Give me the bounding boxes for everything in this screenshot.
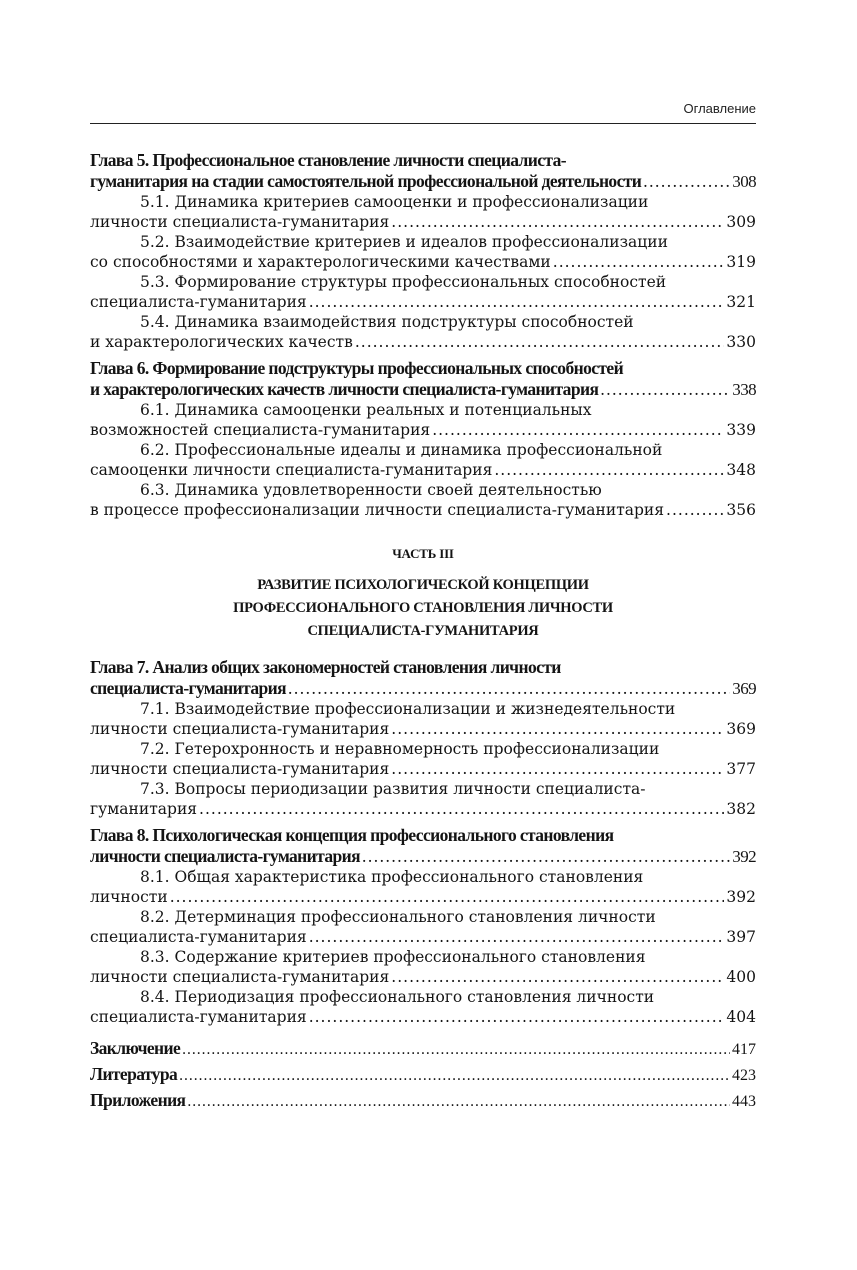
page-number: 330 xyxy=(726,333,756,351)
page-number: 308 xyxy=(732,172,756,191)
section-title-text: специалиста-гуманитария xyxy=(90,1008,307,1026)
chapter-title-line: Глава 7. Анализ общих закономерностей становления личности xyxy=(90,657,561,677)
leader-dots xyxy=(170,887,725,907)
page-number: 400 xyxy=(726,968,756,986)
part-title-line: СПЕЦИАЛИСТА-ГУМАНИТАРИЯ xyxy=(307,623,539,639)
chapter-title-line xyxy=(90,678,756,699)
section-title-text: в процессе профессионализации личности специалиста-гуманитария xyxy=(90,501,665,519)
running-head: Оглавление xyxy=(683,101,756,116)
section-8-2 xyxy=(90,907,756,947)
section-7-2 xyxy=(90,739,756,779)
chapter-title-text: гуманитария на стадии самостоятельной профессиональной деятельности xyxy=(90,171,642,191)
section-title-text: специалиста-гуманитария xyxy=(90,928,307,946)
section-title-line xyxy=(90,292,756,312)
section-title: 6.1. Динамика самооценки реальных и потенциальных xyxy=(140,401,592,419)
table-of-contents xyxy=(90,150,756,1113)
section-title-text: со способностями и характерологическими качествами xyxy=(90,253,551,271)
section-5-3 xyxy=(90,272,756,312)
section-title-line xyxy=(90,887,756,907)
section-title-text: и характерологических качеств xyxy=(90,333,353,351)
page-number: 319 xyxy=(726,253,756,271)
chapter-title-line xyxy=(90,171,756,192)
section-title: 5.2. Взаимодействие критериев и идеалов профессионализации xyxy=(140,233,668,251)
leader-dots xyxy=(355,332,725,352)
section-title-text: возможностей специалиста-гуманитария xyxy=(90,421,431,439)
section-7-3 xyxy=(90,779,756,819)
page-number: 377 xyxy=(726,760,756,778)
section-title-line xyxy=(90,212,756,232)
section-title: 7.3. Вопросы периодизации развития личности специалиста- xyxy=(140,780,646,798)
section-title-text: личности xyxy=(90,888,168,906)
page-number: 417 xyxy=(732,1041,756,1058)
leader-dots xyxy=(494,460,724,480)
section-5-2 xyxy=(90,232,756,272)
chapter-title-line: Глава 5. Профессиональное становление личности специалиста- xyxy=(90,150,566,170)
section-5-1 xyxy=(90,192,756,232)
page-number: 397 xyxy=(726,928,756,946)
conclusion-entry xyxy=(90,1035,756,1061)
part-3-heading xyxy=(90,546,756,643)
section-title: 5.4. Динамика взаимодействия подструктуры способностей xyxy=(140,313,634,331)
section-title: 6.3. Динамика удовлетворенности своей деятельностью xyxy=(140,481,602,499)
section-title-line xyxy=(90,759,756,779)
chapter-title-text: специалиста-гуманитария xyxy=(90,678,286,698)
section-title-text: личности специалиста-гуманитария xyxy=(90,213,390,231)
entry-title: Литература xyxy=(90,1064,178,1084)
page-number: 443 xyxy=(732,1093,756,1110)
section-title-line xyxy=(90,420,756,440)
leader-dots xyxy=(309,1007,725,1027)
section-title: 6.2. Профессиональные идеалы и динамика профессиональной xyxy=(140,441,663,459)
section-title: 5.3. Формирование структуры профессиональных способностей xyxy=(140,273,667,291)
section-title: 7.1. Взаимодействие профессионализации и жизнедеятельности xyxy=(140,700,676,718)
page-number: 338 xyxy=(732,380,756,399)
chapter-title-line: Глава 6. Формирование подструктуры профессиональных способностей xyxy=(90,358,624,378)
section-title: 7.2. Гетерохронность и неравномерность профессионализации xyxy=(140,740,660,758)
page-number: 339 xyxy=(726,421,756,439)
leader-dots xyxy=(666,500,724,520)
leader-dots xyxy=(179,1063,730,1089)
leader-dots xyxy=(391,759,724,779)
part-title-line: РАЗВИТИЕ ПСИХОЛОГИЧЕСКОЙ КОНЦЕПЦИИ xyxy=(257,577,589,593)
section-6-2 xyxy=(90,440,756,480)
chapter-title-line xyxy=(90,379,756,400)
section-8-1 xyxy=(90,867,756,907)
section-6-3 xyxy=(90,480,756,520)
section-title-line xyxy=(90,252,756,272)
section-title-text: специалиста-гуманитария xyxy=(90,293,307,311)
page-number: 392 xyxy=(726,888,756,906)
leader-dots xyxy=(288,678,730,699)
section-title: 8.1. Общая характеристика профессионального становления xyxy=(140,868,644,886)
leader-dots xyxy=(553,252,725,272)
chapter-title-line: Глава 8. Психологическая концепция профессионального становления xyxy=(90,825,614,845)
header-rule xyxy=(90,123,756,124)
part-label: ЧАСТЬ III xyxy=(392,546,454,561)
section-title-text: личности специалиста-гуманитария xyxy=(90,760,390,778)
page-number: 404 xyxy=(726,1008,756,1026)
section-6-1 xyxy=(90,400,756,440)
literature-entry xyxy=(90,1061,756,1087)
entry-title: Приложения xyxy=(90,1090,186,1110)
page-number: 309 xyxy=(726,213,756,231)
leader-dots xyxy=(309,292,725,312)
leader-dots xyxy=(199,799,724,819)
appendices-entry xyxy=(90,1087,756,1113)
page-number: 369 xyxy=(726,720,756,738)
section-title-line xyxy=(90,460,756,480)
page-number: 321 xyxy=(726,293,756,311)
section-title: 8.4. Периодизация профессионального становления личности xyxy=(140,988,655,1006)
page-number: 392 xyxy=(732,847,756,866)
leader-dots xyxy=(391,719,724,739)
section-title: 8.2. Детерминация профессионального становления личности xyxy=(140,908,656,926)
chapter-6-entry xyxy=(90,358,756,400)
chapter-5-entry xyxy=(90,150,756,192)
entry-title: Заключение xyxy=(90,1038,181,1058)
section-title: 5.1. Динамика критериев самооценки и профессионализации xyxy=(140,193,649,211)
chapter-8-entry xyxy=(90,825,756,867)
leader-dots xyxy=(362,846,730,867)
page-number: 348 xyxy=(726,461,756,479)
leader-dots xyxy=(432,420,724,440)
section-title-line xyxy=(90,1007,756,1027)
page-number: 369 xyxy=(732,679,756,698)
leader-dots xyxy=(643,171,730,192)
page-number: 423 xyxy=(732,1067,756,1084)
section-8-4 xyxy=(90,987,756,1027)
section-title-text: личности специалиста-гуманитария xyxy=(90,720,390,738)
section-title-line xyxy=(90,332,756,352)
section-title-line xyxy=(90,927,756,947)
chapter-7-entry xyxy=(90,657,756,699)
section-title-line xyxy=(90,799,756,819)
chapter-title-text: и характерологических качеств личности специалиста-гуманитария xyxy=(90,379,599,399)
leader-dots xyxy=(187,1089,730,1115)
leader-dots xyxy=(600,379,730,400)
chapter-title-text: личности специалиста-гуманитария xyxy=(90,846,360,866)
section-7-1 xyxy=(90,699,756,739)
part-title-line: ПРОФЕССИОНАЛЬНОГО СТАНОВЛЕНИЯ ЛИЧНОСТИ xyxy=(233,600,613,616)
section-title-text: гуманитария xyxy=(90,800,198,818)
leader-dots xyxy=(391,967,724,987)
section-title-line xyxy=(90,967,756,987)
page-number: 356 xyxy=(726,501,756,519)
section-8-3 xyxy=(90,947,756,987)
leader-dots xyxy=(391,212,724,232)
chapter-title-line xyxy=(90,846,756,867)
back-matter xyxy=(90,1035,756,1113)
page-number: 382 xyxy=(726,800,756,818)
section-title-text: самооценки личности специалиста-гуманитария xyxy=(90,461,493,479)
leader-dots xyxy=(182,1037,730,1063)
section-title-line xyxy=(90,719,756,739)
section-5-4 xyxy=(90,312,756,352)
leader-dots xyxy=(309,927,725,947)
section-title-line xyxy=(90,500,756,520)
section-title: 8.3. Содержание критериев профессионального становления xyxy=(140,948,646,966)
section-title-text: личности специалиста-гуманитария xyxy=(90,968,390,986)
